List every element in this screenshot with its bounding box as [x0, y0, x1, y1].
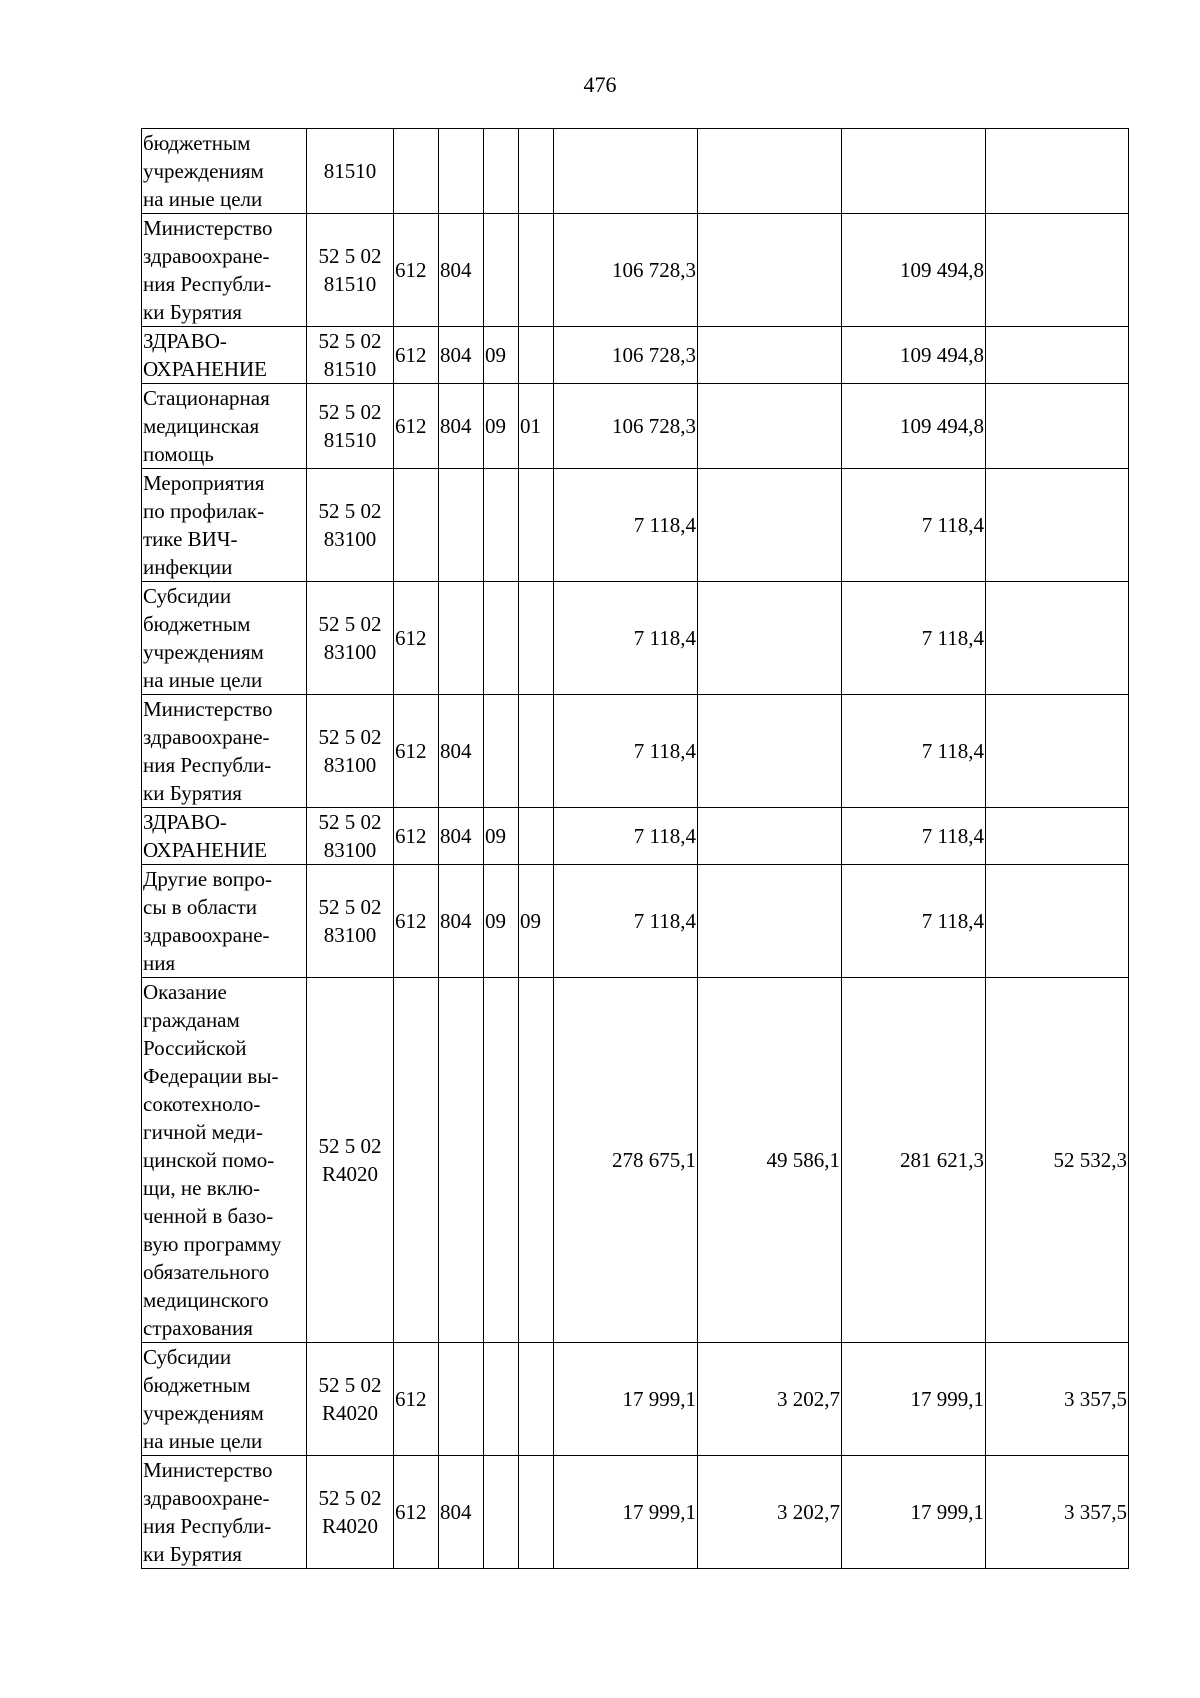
row-name-line: ЗДРАВО- [143, 329, 227, 353]
ministry-code-cell: 804 [439, 384, 484, 469]
row-name-cell [142, 695, 307, 808]
amount-year2-cell: 109 494,8 [842, 327, 986, 384]
row-name-cell [142, 327, 307, 384]
federal-amount-year2-cell [986, 582, 1129, 695]
expense-type-cell: 612 [394, 865, 439, 978]
subsection-cell: 09 [519, 865, 554, 978]
federal-amount-year2-cell: 52 532,3 [986, 978, 1129, 1343]
amount-year1-cell: 17 999,1 [554, 1456, 698, 1569]
row-name-line: медицинская [143, 414, 260, 438]
row-name-line: ния Республи- [143, 753, 272, 777]
table-row [142, 327, 1129, 384]
row-name-line: Федерации вы- [143, 1064, 279, 1088]
row-name-cell [142, 469, 307, 582]
table-row [142, 384, 1129, 469]
federal-amount-year1-cell: 3 202,7 [698, 1456, 842, 1569]
table-row [142, 1343, 1129, 1456]
target-article-cell: 52 5 02 83100 [307, 808, 394, 865]
row-name-cell [142, 1343, 307, 1456]
row-name-line: вую программу [143, 1232, 282, 1256]
amount-year2-cell: 7 118,4 [842, 865, 986, 978]
row-name-line: Министерство [143, 697, 273, 721]
row-name-line: учреждениям [143, 159, 264, 183]
row-name-line: Субсидии [143, 584, 232, 608]
table-row [142, 582, 1129, 695]
row-name-cell [142, 129, 307, 214]
amount-year2-cell: 7 118,4 [842, 469, 986, 582]
amount-year1-cell: 7 118,4 [554, 469, 698, 582]
amount-year2-cell: 7 118,4 [842, 808, 986, 865]
target-article-cell: 52 5 02 83100 [307, 695, 394, 808]
federal-amount-year1-cell [698, 214, 842, 327]
amount-year2-cell: 109 494,8 [842, 214, 986, 327]
row-name-line: ния [143, 951, 176, 975]
row-name-line: Субсидии [143, 1345, 232, 1369]
row-name-line: обязательного [143, 1260, 270, 1284]
row-name-line: здравоохране- [143, 725, 270, 749]
amount-year1-cell: 106 728,3 [554, 384, 698, 469]
subsection-cell [519, 129, 554, 214]
federal-amount-year2-cell [986, 865, 1129, 978]
amount-year1-cell: 278 675,1 [554, 978, 698, 1343]
target-article-cell: 52 5 02 81510 [307, 214, 394, 327]
section-cell: 09 [484, 865, 519, 978]
subsection-cell [519, 1343, 554, 1456]
row-name-cell [142, 808, 307, 865]
table-row [142, 865, 1129, 978]
section-cell [484, 469, 519, 582]
target-article-cell: 52 5 02 83100 [307, 865, 394, 978]
row-name-line: сокотехноло- [143, 1092, 261, 1116]
expense-type-cell: 612 [394, 214, 439, 327]
row-name-line: Министерство [143, 216, 273, 240]
amount-year2-cell: 109 494,8 [842, 384, 986, 469]
expense-type-cell: 612 [394, 1343, 439, 1456]
row-name-line: Министерство [143, 1458, 273, 1482]
section-cell [484, 214, 519, 327]
federal-amount-year1-cell [698, 327, 842, 384]
row-name-line: ОХРАНЕНИЕ [143, 357, 268, 381]
page-number: 476 [583, 72, 617, 97]
row-name-line: инфекции [143, 555, 233, 579]
target-article-cell: 52 5 02 81510 [307, 384, 394, 469]
expense-type-cell: 612 [394, 808, 439, 865]
expense-type-cell [394, 129, 439, 214]
row-name-cell [142, 865, 307, 978]
table-row [142, 1456, 1129, 1569]
amount-year2-cell: 17 999,1 [842, 1456, 986, 1569]
subsection-cell [519, 469, 554, 582]
federal-amount-year1-cell [698, 129, 842, 214]
target-article-cell: 52 5 02 R4020 [307, 1456, 394, 1569]
amount-year1-cell: 7 118,4 [554, 865, 698, 978]
ministry-code-cell: 804 [439, 327, 484, 384]
federal-amount-year2-cell [986, 384, 1129, 469]
subsection-cell [519, 978, 554, 1343]
row-name-line: помощь [143, 442, 214, 466]
row-name-line: на иные цели [143, 668, 263, 692]
section-cell: 09 [484, 327, 519, 384]
budget-table-body [142, 129, 1129, 1569]
row-name-line: Мероприятия [143, 471, 265, 495]
row-name-line: учреждениям [143, 1401, 264, 1425]
subsection-cell [519, 695, 554, 808]
row-name-line: Другие вопро- [143, 867, 272, 891]
federal-amount-year1-cell: 49 586,1 [698, 978, 842, 1343]
row-name-line: ния Республи- [143, 1514, 272, 1538]
target-article-cell: 52 5 02 83100 [307, 469, 394, 582]
row-name-line: Оказание [143, 980, 227, 1004]
federal-amount-year1-cell [698, 469, 842, 582]
federal-amount-year2-cell [986, 808, 1129, 865]
section-cell: 09 [484, 384, 519, 469]
federal-amount-year2-cell [986, 469, 1129, 582]
section-cell [484, 1456, 519, 1569]
row-name-line: цинской помо- [143, 1148, 275, 1172]
federal-amount-year1-cell [698, 865, 842, 978]
ministry-code-cell [439, 469, 484, 582]
expense-type-cell: 612 [394, 1456, 439, 1569]
target-article-cell: 52 5 02 R4020 [307, 1343, 394, 1456]
ministry-code-cell: 804 [439, 808, 484, 865]
expense-type-cell: 612 [394, 582, 439, 695]
amount-year1-cell [554, 129, 698, 214]
federal-amount-year1-cell [698, 695, 842, 808]
ministry-code-cell: 804 [439, 865, 484, 978]
row-name-line: щи, не вклю- [143, 1176, 260, 1200]
row-name-line: здравоохране- [143, 244, 270, 268]
expense-type-cell: 612 [394, 695, 439, 808]
table-row [142, 808, 1129, 865]
row-name-line: ЗДРАВО- [143, 810, 227, 834]
section-cell [484, 582, 519, 695]
table-row [142, 214, 1129, 327]
expense-type-cell [394, 978, 439, 1343]
federal-amount-year1-cell: 3 202,7 [698, 1343, 842, 1456]
row-name-line: ки Бурятия [143, 1542, 242, 1566]
ministry-code-cell: 804 [439, 1456, 484, 1569]
amount-year2-cell [842, 129, 986, 214]
ministry-code-cell: 804 [439, 695, 484, 808]
section-cell [484, 1343, 519, 1456]
federal-amount-year1-cell [698, 808, 842, 865]
federal-amount-year2-cell: 3 357,5 [986, 1456, 1129, 1569]
amount-year2-cell: 281 621,3 [842, 978, 986, 1343]
row-name-line: здравоохране- [143, 1486, 270, 1510]
federal-amount-year2-cell [986, 695, 1129, 808]
ministry-code-cell: 804 [439, 214, 484, 327]
table-row [142, 978, 1129, 1343]
federal-amount-year1-cell [698, 582, 842, 695]
target-article-cell: 52 5 02 R4020 [307, 978, 394, 1343]
row-name-line: бюджетным [143, 131, 251, 155]
row-name-cell [142, 1456, 307, 1569]
target-article-cell: 81510 [307, 129, 394, 214]
amount-year1-cell: 17 999,1 [554, 1343, 698, 1456]
row-name-line: ченной в базо- [143, 1204, 274, 1228]
federal-amount-year1-cell [698, 384, 842, 469]
ministry-code-cell [439, 1343, 484, 1456]
row-name-line: Российской [143, 1036, 247, 1060]
row-name-line: Стационарная [143, 386, 270, 410]
row-name-cell [142, 384, 307, 469]
row-name-cell [142, 214, 307, 327]
amount-year1-cell: 106 728,3 [554, 327, 698, 384]
row-name-line: ния Республи- [143, 272, 272, 296]
row-name-line: на иные цели [143, 187, 263, 211]
subsection-cell: 01 [519, 384, 554, 469]
row-name-line: медицинского [143, 1288, 269, 1312]
row-name-line: бюджетным [143, 1373, 251, 1397]
amount-year2-cell: 17 999,1 [842, 1343, 986, 1456]
section-cell [484, 695, 519, 808]
federal-amount-year2-cell [986, 214, 1129, 327]
subsection-cell [519, 808, 554, 865]
row-name-line: на иные цели [143, 1429, 263, 1453]
row-name-line: сы в области [143, 895, 258, 919]
row-name-cell [142, 978, 307, 1343]
section-cell [484, 129, 519, 214]
amount-year2-cell: 7 118,4 [842, 582, 986, 695]
expense-type-cell: 612 [394, 384, 439, 469]
ministry-code-cell [439, 129, 484, 214]
table-row [142, 695, 1129, 808]
row-name-line: ки Бурятия [143, 300, 242, 324]
subsection-cell [519, 327, 554, 384]
subsection-cell [519, 1456, 554, 1569]
ministry-code-cell [439, 582, 484, 695]
federal-amount-year2-cell: 3 357,5 [986, 1343, 1129, 1456]
section-cell [484, 978, 519, 1343]
ministry-code-cell [439, 978, 484, 1343]
expense-type-cell: 612 [394, 327, 439, 384]
amount-year1-cell: 7 118,4 [554, 808, 698, 865]
amount-year2-cell: 7 118,4 [842, 695, 986, 808]
federal-amount-year2-cell [986, 129, 1129, 214]
row-name-line: гражданам [143, 1008, 240, 1032]
subsection-cell [519, 214, 554, 327]
expense-type-cell [394, 469, 439, 582]
row-name-line: страхования [143, 1316, 253, 1340]
target-article-cell: 52 5 02 83100 [307, 582, 394, 695]
target-article-cell: 52 5 02 81510 [307, 327, 394, 384]
row-name-line: здравоохране- [143, 923, 270, 947]
budget-table [141, 128, 1129, 1569]
subsection-cell [519, 582, 554, 695]
table-row [142, 469, 1129, 582]
amount-year1-cell: 7 118,4 [554, 695, 698, 808]
row-name-line: по профилак- [143, 499, 265, 523]
row-name-line: учреждениям [143, 640, 264, 664]
row-name-line: ки Бурятия [143, 781, 242, 805]
row-name-line: тике ВИЧ- [143, 527, 238, 551]
section-cell: 09 [484, 808, 519, 865]
row-name-line: бюджетным [143, 612, 251, 636]
row-name-line: гичной меди- [143, 1120, 263, 1144]
federal-amount-year2-cell [986, 327, 1129, 384]
row-name-cell [142, 582, 307, 695]
amount-year1-cell: 106 728,3 [554, 214, 698, 327]
amount-year1-cell: 7 118,4 [554, 582, 698, 695]
row-name-line: ОХРАНЕНИЕ [143, 838, 268, 862]
table-row [142, 129, 1129, 214]
